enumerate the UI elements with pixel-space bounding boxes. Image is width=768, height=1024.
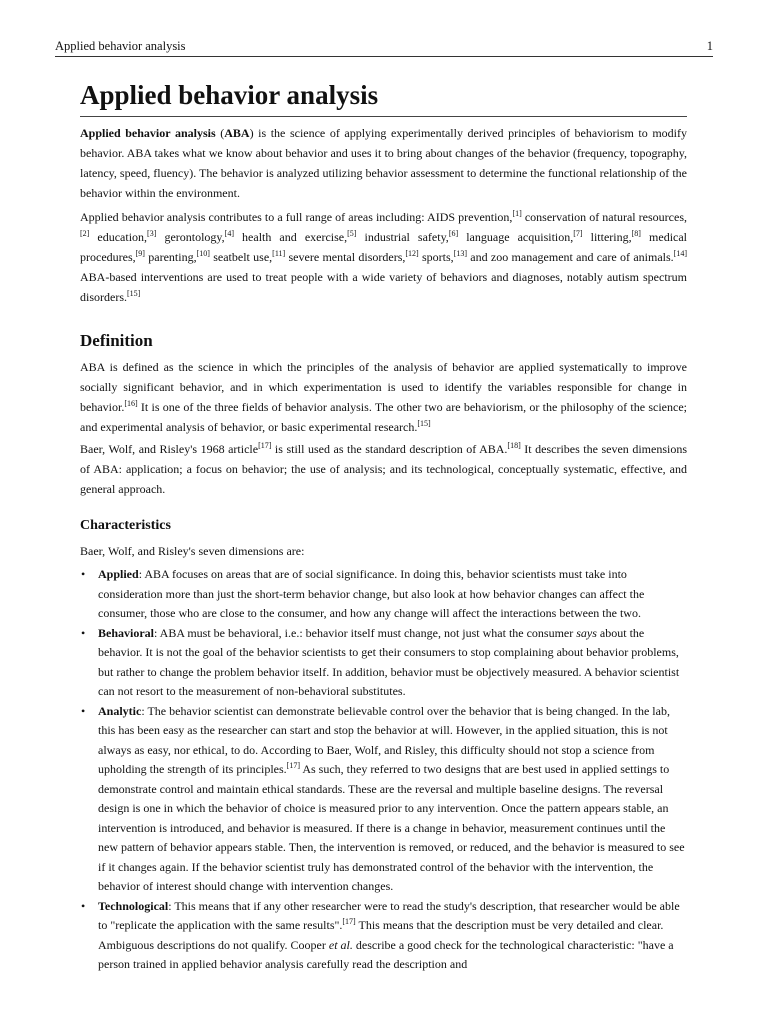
abbr-bold: ABA: [224, 126, 250, 140]
citation-link[interactable]: [5]: [347, 229, 357, 238]
dimensions-list: [80, 565, 687, 975]
article-title: Applied behavior analysis: [80, 78, 687, 117]
text-span: It is one of the three fields of behavior analysis. The other two are behaviorism, or the philosophy of the science; and experimental analysis of behavior, or basic experimental research.: [80, 400, 687, 434]
list-item-technological: [80, 897, 687, 975]
bullet-icon: •: [81, 703, 86, 718]
emphasis-text: et al.: [328, 937, 353, 952]
citation-link[interactable]: [3]: [147, 229, 157, 238]
text-span: : ABA focuses on areas that are of social significance. In doing this, behavior scientists must take into consideration more than just the short-term behavior change, but also look at how behavior changes can affect the consumer, those who are close to the consumer, and how any change will affect the interactions between the two.: [98, 567, 645, 620]
citation-link[interactable]: [4]: [224, 229, 234, 238]
running-header-title: Applied behavior analysis: [55, 39, 186, 53]
citation-link[interactable]: [16]: [124, 399, 138, 408]
dimension-name: Technological: [98, 898, 169, 913]
page-number: 1: [706, 39, 713, 53]
citation-link[interactable]: [1]: [512, 209, 522, 218]
list-item-behavioral: [80, 624, 687, 702]
definition-paragraph-2: [80, 439, 687, 499]
definition-paragraph-1: [80, 357, 687, 437]
text-span: As such, they referred to two designs that are best used in applied settings to demonstrate control and maintain ethical standards. These are the reversal and multiple baseline designs. The reversal design is one in which the behavior of choice is measured prior to any intervention. Once the pattern appears stable, an intervention is introduced, and behavior is measured. If there is a change in behavior, measurement continues until the new pattern of behavior appears stable. Then, the intervention is removed, or reduced, and the behavior is measured to see if it changes again. If the behavior scientist truly has demonstrated control of the behavior with the intervention, the behavior of interest should change with intervention changes.: [98, 762, 685, 893]
text-span: ABA-based interventions are used to treat people with a wide variety of behaviors and diagnoses, notably autism spectrum disorders.: [80, 270, 687, 304]
citation-link[interactable]: [2]: [80, 229, 90, 238]
article-body: [80, 78, 687, 975]
text-span: It describes the seven dimensions of ABA: application; a focus on behavior; the use of analysis; and its technological, conceptually systematic, effective, and general approach.: [80, 442, 687, 496]
text-span: ) is the science of applying experimentally derived principles of behaviorism to modify behavior. ABA takes what we know about behavior and uses it to bring about changes of the behavior (frequency, topography, latency, speed, fluency). The behavior is analyzed utilizing behavior assessment to determine the functional relationship of the behavior within the environment.: [80, 126, 688, 200]
citation-link[interactable]: [15]: [417, 419, 431, 428]
list-item-text: [98, 897, 687, 975]
text-span: sports,: [418, 250, 454, 264]
text-span: seatbelt use,: [209, 250, 273, 264]
dimension-name: Behavioral: [98, 625, 154, 640]
citation-link[interactable]: [8]: [631, 229, 641, 238]
text-span: Baer, Wolf, and Risley's 1968 article: [80, 442, 259, 456]
text-span: industrial safety,: [356, 230, 449, 244]
term-bold: Applied behavior analysis: [80, 126, 216, 140]
text-span: education,: [89, 230, 148, 244]
citation-link[interactable]: [17]: [286, 761, 300, 770]
citation-link[interactable]: [7]: [573, 229, 583, 238]
emphasis-text: says: [576, 625, 597, 640]
subsection-heading-characteristics: Characteristics: [80, 518, 171, 533]
text-span: about the behavior. It is not the goal of the behavior scientists to get their consumers to stop complaining about behavior problems, but rather to change the problem behavior itself. In addition, behavior must be objectively measured. A behavior scientist can not resort to the measurement of non-behavioral substitutes.: [98, 625, 680, 698]
dimension-name: Analytic: [98, 703, 142, 718]
text-span: conservation of natural resources,: [521, 210, 687, 224]
list-item-applied: [80, 565, 687, 624]
citation-link[interactable]: [14]: [673, 249, 687, 258]
citation-link[interactable]: [18]: [507, 441, 521, 450]
citation-link[interactable]: [15]: [127, 289, 141, 298]
characteristics-lead: Baer, Wolf, and Risley's seven dimensions are:: [80, 544, 305, 558]
bullet-icon: •: [81, 567, 86, 581]
text-span: describe a good check for the technological characteristic: "have a person trained in applied behavior analysis carefully read the description and: [98, 937, 674, 971]
text-span: medical procedures,: [80, 230, 688, 264]
text-span: gerontology,: [156, 230, 225, 244]
text-span: (: [215, 126, 225, 140]
list-item-text: [98, 565, 687, 624]
text-span: : ABA must be behavioral, i.e.: behavior itself must change, not just what the consumer: [154, 625, 577, 640]
text-span: language acquisition,: [458, 230, 574, 244]
bullet-icon: •: [81, 898, 86, 913]
dimension-name: Applied: [98, 567, 139, 581]
text-span: severe mental disorders,: [285, 250, 406, 264]
citation-link[interactable]: [9]: [135, 249, 145, 258]
section-heading-definition: Definition: [80, 331, 153, 350]
citation-link[interactable]: [10]: [196, 249, 210, 258]
citation-link[interactable]: [13]: [453, 249, 468, 258]
bullet-icon: •: [81, 625, 86, 640]
text-span: littering,: [582, 230, 632, 244]
intro-paragraph-2: [80, 207, 687, 307]
citation-link[interactable]: [17]: [342, 917, 356, 926]
text-span: health and exercise,: [233, 230, 348, 244]
text-span: ABA is defined as the science in which the principles of the analysis of behavior are applied systematically to improve socially significant behavior, and in which experimentation is used to identify the variables responsible for change in behavior.: [80, 360, 687, 414]
citation-link[interactable]: [12]: [405, 249, 419, 258]
text-span: and zoo management and care of animals.: [467, 250, 674, 264]
text-span: parenting,: [144, 250, 197, 264]
citation-link[interactable]: [17]: [258, 441, 272, 450]
running-header: [55, 38, 713, 57]
citation-link[interactable]: [6]: [448, 229, 459, 238]
text-span: is still used as the standard description of ABA.: [271, 442, 508, 456]
text-span: Applied behavior analysis contributes to a full range of areas including: AIDS prevention,: [80, 210, 513, 224]
intro-paragraph-1: [80, 123, 687, 203]
citation-link[interactable]: [11]: [272, 249, 286, 258]
text-span: : This means that if any other researcher were to read the study's description, that researcher would be able to "replicate the application with the same results".: [98, 898, 680, 932]
list-item-text: [98, 624, 687, 702]
text-span: : The behavior scientist can demonstrate believable control over the behavior that is being changed. In the lab, this has been easy as the researcher can start and stop the behavior at will. However, in the applied situation, this is not always as easy, nor ethical, to do. According to Baer, Wolf, and Risley, this difficulty should not stop a science from upholding the strength of its principles.: [98, 703, 670, 776]
list-item-analytic: [80, 702, 687, 897]
text-span: This means that the description must be very detailed and clear. Ambiguous descriptions do not qualify. Cooper: [98, 918, 664, 952]
list-item-text: [98, 702, 687, 897]
